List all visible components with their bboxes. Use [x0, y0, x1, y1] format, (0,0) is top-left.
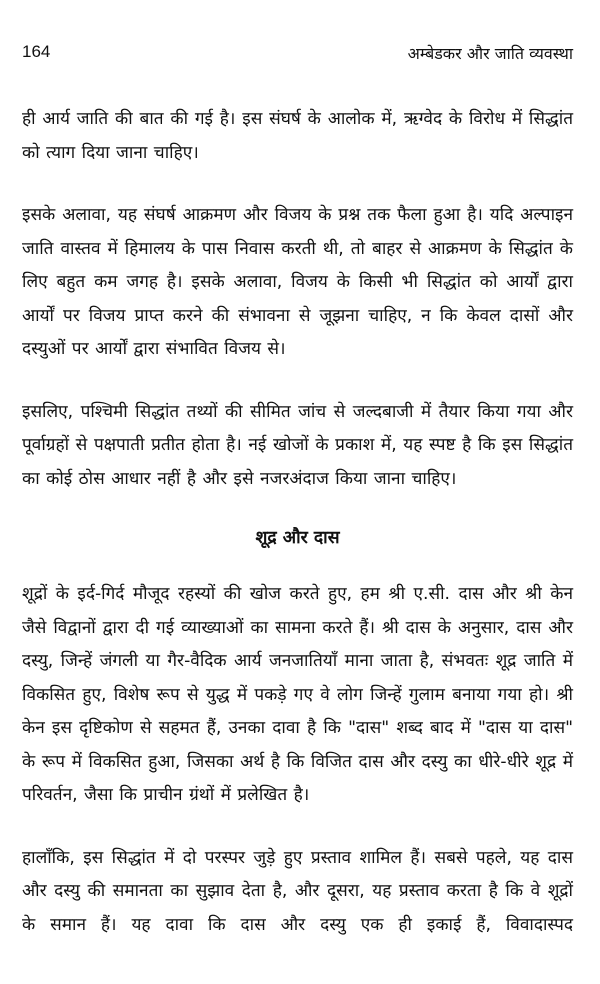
page-body	[22, 103, 573, 971]
paragraph-3: इसलिए, पश्चिमी सिद्धांत तथ्यों की सीमित जांच से जल्दबाजी में तैयार किया गया और पूर्वाग्रहों से पक्षपाती प्रतीत होता है। नई खोजों के प्रकाश में, यह स्पष्ट है कि इस सिद्धांत का कोई ठोस आधार नहीं है और इसे नजरअंदाज किया जाना चाहिए।	[22, 401, 573, 489]
section-heading: शूद्र और दास	[255, 528, 340, 548]
paragraph-2: इसके अलावा, यह संघर्ष आक्रमण और विजय के प्रश्न तक फैला हुआ है। यदि अल्पाइन जाति वास्तव में हिमालय के पास निवास करती थी, तो बाहर से आक्रमण के सिद्धांत के लिए बहुत कम जगह है। इसके अलावा, विजय के किसी भी सिद्धांत को आर्यों द्वारा आर्यों पर विजय प्राप्त करने की संभावना से जूझना चाहिए, न कि केवल दासों और दस्युओं पर आर्यों द्वारा संभावित विजय से।	[22, 205, 573, 359]
running-title: अम्बेडकर और जाति व्यवस्था	[407, 44, 573, 63]
paragraph-1: ही आर्य जाति की बात की गई है। इस संघर्ष के आलोक में, ऋग्वेद के विरोध में सिद्धांत को त्याग दिया जाना चाहिए।	[22, 109, 573, 163]
page-header	[22, 42, 573, 66]
section-paragraph-2: हालाँकि, इस सिद्धांत में दो परस्पर जुड़े हुए प्रस्ताव शामिल हैं। सबसे पहले, यह दास और दस्यु की समानता का सुझाव देता है, और दूसरा, यह प्रस्ताव करता है कि वे शूद्रों के समान हैं। यह दावा कि दास और दस्यु एक ही इकाई हैं, विवादास्पद	[22, 847, 573, 935]
section-paragraph-1: शूद्रों के इर्द-गिर्द मौजूद रहस्यों की खोज करते हुए, हम श्री ए.सी. दास और श्री केन जैसे विद्वानों द्वारा दी गई व्याख्याओं का सामना करते हैं। श्री दास के अनुसार, दास और दस्यु, जिन्हें जंगली या गैर-वैदिक आर्य जनजातियाँ माना जाता है, संभवतः शूद्र जाति में विकसित हुए, विशेष रूप से युद्ध में पकड़े गए वे लोग जिन्हें गुलाम बनाया गया हो। श्री केन इस दृष्टिकोण से सहमत हैं, उनका दावा है कि "दास" शब्द बाद में "दास या दास" के रूप में विकसित हुआ, जिसका अर्थ है कि विजित दास और दस्यु का धीरे-धीरे शूद्र में परिवर्तन, जैसा कि प्राचीन ग्रंथों में प्रलेखित है।	[22, 584, 573, 805]
page-number: 164	[22, 42, 51, 61]
